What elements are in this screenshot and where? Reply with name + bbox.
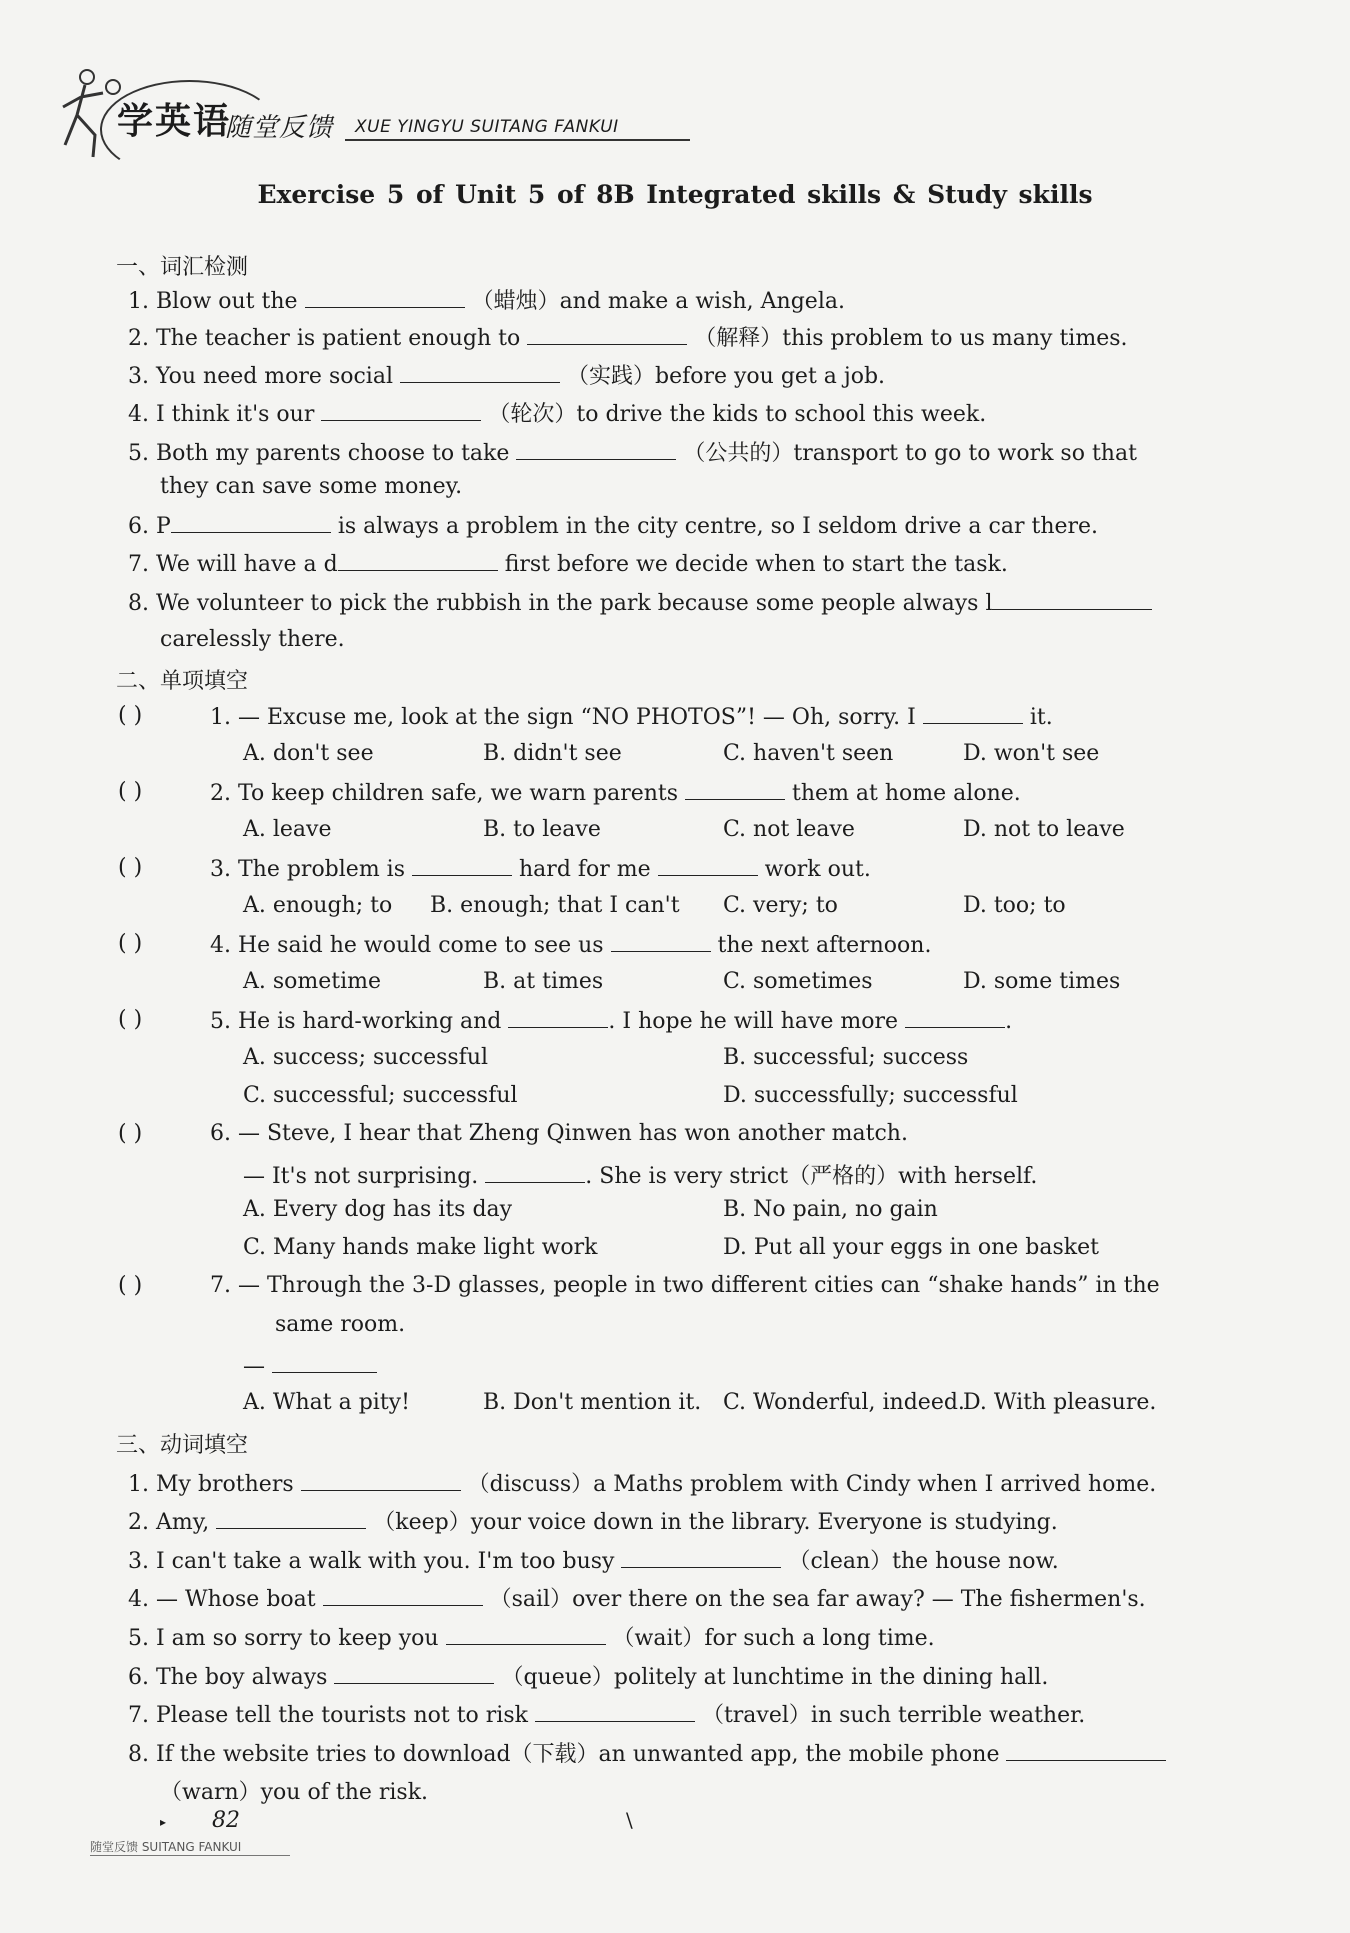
s2-q6-option-c[interactable]: C. Many hands make light work	[243, 1235, 598, 1260]
s3-question-4: 4. — Whose boat （sail）over there on the sea far away? — The fishermen's.	[128, 1587, 1146, 1612]
logo-script-text: 随堂反馈	[225, 113, 334, 143]
s3-question-5: 5. I am so sorry to keep you （wait）for such a long time.	[128, 1626, 935, 1651]
answer-blank[interactable]	[305, 287, 465, 308]
footer-logo: 随堂反馈 SUITANG FANKUI	[90, 1838, 290, 1856]
s2-q2-option-c[interactable]: C. not leave	[723, 817, 855, 842]
s2-q3-option-a[interactable]: A. enough; to	[243, 893, 393, 918]
s2-question-7-stem: 7. — Through the 3-D glasses, people in two different cities can “shake hands” in the	[210, 1273, 1160, 1298]
s2-q5-option-a[interactable]: A. success; successful	[243, 1045, 489, 1070]
s1-question-8: 8. We volunteer to pick the rubbish in the park because some people always l	[128, 589, 1152, 616]
s1-question-2: 2. The teacher is patient enough to （解释）this problem to us many times.	[128, 326, 1128, 351]
section3-heading: 三、动词填空	[116, 1433, 249, 1458]
s1-question-5-continued: they can save some money.	[160, 474, 463, 499]
page-number: 82	[212, 1808, 240, 1833]
answer-blank[interactable]	[301, 1470, 461, 1491]
s3-question-2: 2. Amy, （keep）your voice down in the library. Everyone is studying.	[128, 1510, 1058, 1535]
answer-blank[interactable]	[1006, 1740, 1166, 1761]
s2-q4-option-a[interactable]: A. sometime	[243, 969, 382, 994]
answer-blank[interactable]	[535, 1701, 695, 1722]
logo-pinyin-text: XUE YINGYU SUITANG FANKUI	[355, 117, 619, 137]
s2-q1-option-a[interactable]: A. don't see	[243, 741, 374, 766]
s2-q5-option-c[interactable]: C. successful; successful	[243, 1083, 518, 1108]
s2-question-3-stem: 3. The problem is hard for me work out.	[210, 857, 871, 882]
answer-blank[interactable]	[516, 439, 676, 460]
section2-heading: 二、单项填空	[116, 669, 249, 694]
page-arrow-icon: ▸	[160, 1815, 167, 1829]
s1-question-6: 6. P is always a problem in the city centre, so I seldom drive a car there.	[128, 514, 1099, 539]
s1-question-5: 5. Both my parents choose to take （公共的）transport to go to work so that	[128, 441, 1137, 466]
answer-blank[interactable]	[992, 589, 1152, 610]
answer-blank[interactable]	[216, 1508, 366, 1529]
s2-question-4-stem: 4. He said he would come to see us the next afternoon.	[210, 933, 932, 958]
answer-blank	[412, 855, 512, 876]
answer-blank[interactable]	[527, 324, 687, 345]
answer-blank[interactable]	[171, 512, 331, 533]
s1-question-7: 7. We will have a d first before we decide when to start the task.	[128, 552, 1008, 577]
s2-q6-option-a[interactable]: A. Every dog has its day	[243, 1197, 513, 1222]
s1-question-4: 4. I think it's our （轮次）to drive the kids to school this week.	[128, 402, 987, 427]
s2-q4-option-c[interactable]: C. sometimes	[723, 969, 873, 994]
s3-question-8-continued: （warn）you of the risk.	[160, 1780, 429, 1805]
s2-q2-option-b[interactable]: B. to leave	[483, 817, 601, 842]
answer-blank	[611, 931, 711, 952]
s2-q7-option-b[interactable]: B. Don't mention it.	[483, 1390, 702, 1415]
s2-q3-option-b[interactable]: B. enough; that I can't	[430, 893, 680, 918]
s2-q5-option-b[interactable]: B. successful; success	[723, 1045, 969, 1070]
answer-blank	[508, 1007, 608, 1028]
stray-mark-icon: \	[626, 1808, 633, 1832]
answer-paren[interactable]: ( )	[118, 855, 143, 880]
page-title: Exercise 5 of Unit 5 of 8B Integrated skills & Study skills	[257, 180, 1093, 209]
answer-blank[interactable]	[400, 362, 560, 383]
answer-paren[interactable]: ( )	[118, 779, 143, 804]
answer-paren[interactable]: ( )	[118, 1273, 143, 1298]
s2-q1-option-c[interactable]: C. haven't seen	[723, 741, 894, 766]
s2-q2-option-a[interactable]: A. leave	[243, 817, 332, 842]
answer-blank	[685, 779, 785, 800]
s2-q5-option-d[interactable]: D. successfully; successful	[723, 1083, 1018, 1108]
s2-question-7-response: —	[243, 1352, 377, 1379]
answer-blank[interactable]	[323, 1585, 483, 1606]
s2-q7-option-d[interactable]: D. With pleasure.	[963, 1390, 1157, 1415]
s2-q1-option-b[interactable]: B. didn't see	[483, 741, 622, 766]
s3-question-8: 8. If the website tries to download（下载）an unwanted app, the mobile phone	[128, 1737, 1166, 1768]
answer-blank[interactable]	[321, 400, 481, 421]
answer-paren[interactable]: ( )	[118, 931, 143, 956]
answer-blank	[905, 1007, 1005, 1028]
s2-q6-option-d[interactable]: D. Put all your eggs in one basket	[723, 1235, 1099, 1260]
s2-question-5-stem: 5. He is hard-working and . I hope he will have more .	[210, 1009, 1013, 1034]
header-rule	[345, 139, 690, 141]
s2-q7-option-c[interactable]: C. Wonderful, indeed.	[723, 1390, 965, 1415]
s3-question-7: 7. Please tell the tourists not to risk （travel）in such terrible weather.	[128, 1703, 1086, 1728]
s1-question-3: 3. You need more social （实践）before you get a job.	[128, 364, 886, 389]
answer-blank	[923, 703, 1023, 724]
header-logo	[55, 55, 655, 165]
answer-blank[interactable]	[334, 1663, 494, 1684]
answer-paren[interactable]: ( )	[118, 1007, 143, 1032]
s1-question-8-continued: carelessly there.	[160, 627, 345, 652]
s2-q3-option-d[interactable]: D. too; to	[963, 893, 1066, 918]
answer-blank	[485, 1162, 585, 1183]
answer-blank[interactable]	[338, 550, 498, 571]
answer-paren[interactable]: ( )	[118, 703, 143, 728]
s3-question-1: 1. My brothers （discuss）a Maths problem with Cindy when I arrived home.	[128, 1472, 1157, 1497]
s2-q4-option-d[interactable]: D. some times	[963, 969, 1121, 994]
s2-question-6-stem: 6. — Steve, I hear that Zheng Qinwen has won another match.	[210, 1121, 908, 1146]
s2-question-7-stem-2: same room.	[275, 1312, 406, 1337]
answer-paren[interactable]: ( )	[118, 1121, 143, 1146]
answer-blank	[658, 855, 758, 876]
s2-q3-option-c[interactable]: C. very; to	[723, 893, 838, 918]
s3-question-3: 3. I can't take a walk with you. I'm too busy （clean）the house now.	[128, 1549, 1059, 1574]
answer-blank[interactable]	[446, 1624, 606, 1645]
logo-main-text: 学英语	[117, 101, 232, 142]
s2-question-6-stem-2: — It's not surprising. . She is very strict（严格的）with herself.	[243, 1164, 1038, 1189]
s2-q6-option-b[interactable]: B. No pain, no gain	[723, 1197, 938, 1222]
s2-q2-option-d[interactable]: D. not to leave	[963, 817, 1125, 842]
s2-question-2-stem: 2. To keep children safe, we warn parents them at home alone.	[210, 781, 1021, 806]
s1-question-1: 1. Blow out the （蜡烛）and make a wish, Angela.	[128, 289, 845, 314]
answer-blank[interactable]	[621, 1547, 781, 1568]
section1-heading: 一、词汇检测	[116, 255, 249, 280]
s2-q1-option-d[interactable]: D. won't see	[963, 741, 1100, 766]
answer-blank	[272, 1352, 377, 1373]
s2-q4-option-b[interactable]: B. at times	[483, 969, 604, 994]
s2-question-1-stem: 1. — Excuse me, look at the sign “NO PHOTOS”! — Oh, sorry. I it.	[210, 705, 1053, 730]
s2-q7-option-a[interactable]: A. What a pity!	[243, 1390, 410, 1415]
s3-question-6: 6. The boy always （queue）politely at lunchtime in the dining hall.	[128, 1665, 1049, 1690]
